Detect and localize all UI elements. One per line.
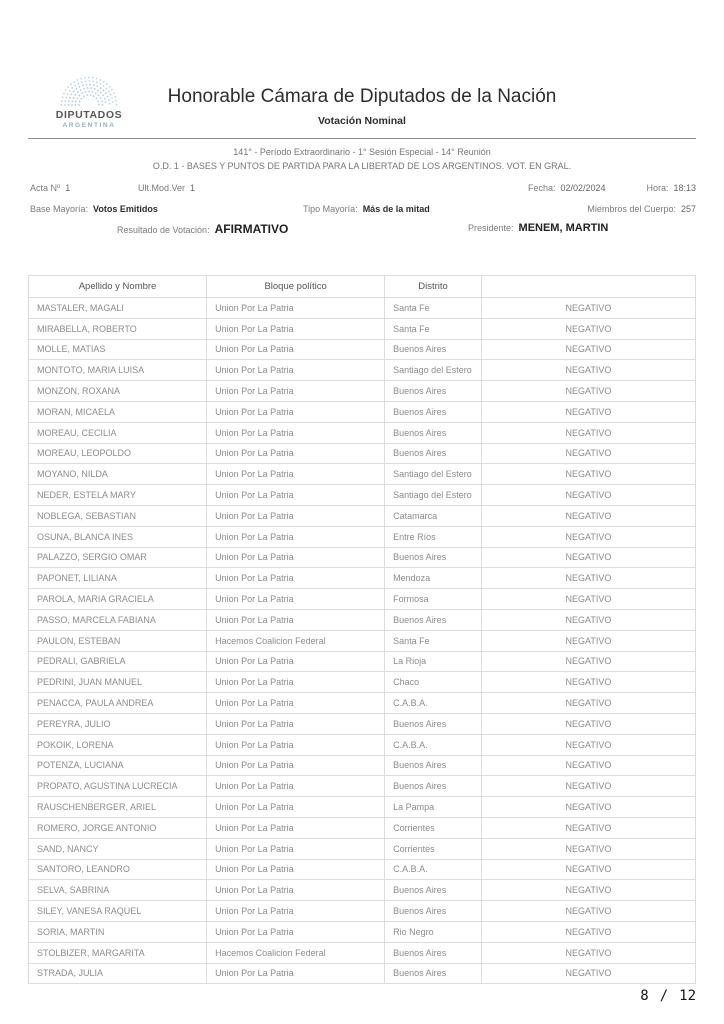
- session-info-line: 141° - Período Extraordinario - 1° Sesión Especial - 14° Reunión: [233, 147, 491, 157]
- district-cell: La Pampa: [385, 797, 482, 818]
- vote-cell: NEGATIVO: [481, 838, 695, 859]
- vote-cell: NEGATIVO: [481, 485, 695, 506]
- bloc-cell: Union Por La Patria: [207, 360, 385, 381]
- table-body: [29, 298, 696, 984]
- district-cell: Formosa: [385, 589, 482, 610]
- votes-table: [28, 275, 696, 984]
- fecha-label: Fecha:: [528, 183, 556, 193]
- table-row: [29, 859, 696, 880]
- resultado-field: [117, 222, 288, 236]
- vote-cell: NEGATIVO: [481, 630, 695, 651]
- district-cell: C.A.B.A.: [385, 693, 482, 714]
- deputy-name-cell: PALAZZO, SERGIO OMAR: [29, 547, 207, 568]
- deputy-name-cell: NOBLEGA, SEBASTIAN: [29, 505, 207, 526]
- deputy-name-cell: SILEY, VANESA RAQUEL: [29, 901, 207, 922]
- district-cell: Buenos Aires: [385, 609, 482, 630]
- deputy-name-cell: MONZON, ROXANA: [29, 381, 207, 402]
- table-row: [29, 838, 696, 859]
- ultmod-value: 1: [190, 183, 196, 193]
- district-cell: Buenos Aires: [385, 547, 482, 568]
- acta-field: [30, 183, 70, 193]
- page-title: Honorable Cámara de Diputados de la Nación: [167, 86, 557, 107]
- deputy-name-cell: MOREAU, CECILIA: [29, 422, 207, 443]
- district-cell: Buenos Aires: [385, 713, 482, 734]
- page-separator: /: [659, 988, 669, 1004]
- resultado-label: Resultado de Votación:: [117, 225, 210, 235]
- vote-cell: NEGATIVO: [481, 755, 695, 776]
- page-total: 12: [679, 988, 696, 1004]
- vote-cell: NEGATIVO: [481, 401, 695, 422]
- deputy-name-cell: POKOIK, LORENA: [29, 734, 207, 755]
- bloc-cell: Union Por La Patria: [207, 485, 385, 506]
- deputy-name-cell: SELVA, SABRINA: [29, 880, 207, 901]
- meta-row-2: [0, 204, 724, 218]
- votes-table-container: [28, 275, 696, 984]
- bloc-cell: Union Por La Patria: [207, 901, 385, 922]
- table-row: [29, 381, 696, 402]
- table-row: [29, 547, 696, 568]
- deputy-name-cell: PEREYRA, JULIO: [29, 713, 207, 734]
- deputy-name-cell: MOREAU, LEOPOLDO: [29, 443, 207, 464]
- bloc-cell: Union Por La Patria: [207, 672, 385, 693]
- district-cell: Catamarca: [385, 505, 482, 526]
- deputy-name-cell: STOLBIZER, MARGARITA: [29, 942, 207, 963]
- table-row: [29, 401, 696, 422]
- table-row: [29, 568, 696, 589]
- page-subtitle: Votación Nominal: [318, 115, 406, 127]
- resultado-value: AFIRMATIVO: [214, 222, 289, 236]
- fecha-value: 02/02/2024: [560, 183, 606, 193]
- vote-cell: NEGATIVO: [481, 505, 695, 526]
- deputy-name-cell: PEDRINI, JUAN MANUEL: [29, 672, 207, 693]
- bloc-cell: Union Por La Patria: [207, 589, 385, 610]
- table-row: [29, 589, 696, 610]
- bloc-cell: Union Por La Patria: [207, 755, 385, 776]
- vote-cell: NEGATIVO: [481, 901, 695, 922]
- table-row: [29, 485, 696, 506]
- bloc-cell: Union Por La Patria: [207, 568, 385, 589]
- deputy-name-cell: NEDER, ESTELA MARY: [29, 485, 207, 506]
- district-cell: Buenos Aires: [385, 401, 482, 422]
- table-row: [29, 693, 696, 714]
- vote-cell: NEGATIVO: [481, 422, 695, 443]
- table-row: [29, 880, 696, 901]
- bloc-cell: Union Por La Patria: [207, 381, 385, 402]
- table-row: [29, 630, 696, 651]
- presidente-value: MENEM, MARTIN: [518, 222, 609, 234]
- district-cell: Corrientes: [385, 838, 482, 859]
- vote-cell: NEGATIVO: [481, 797, 695, 818]
- district-cell: Buenos Aires: [385, 942, 482, 963]
- deputy-name-cell: ROMERO, JORGE ANTONIO: [29, 817, 207, 838]
- table-row: [29, 360, 696, 381]
- table-row: [29, 526, 696, 547]
- table-row: [29, 713, 696, 734]
- bloc-cell: Union Por La Patria: [207, 609, 385, 630]
- deputy-name-cell: STRADA, JULIA: [29, 963, 207, 984]
- vote-cell: NEGATIVO: [481, 693, 695, 714]
- vote-cell: NEGATIVO: [481, 464, 695, 485]
- table-row: [29, 422, 696, 443]
- bloc-cell: Hacemos Coalicion Federal: [207, 942, 385, 963]
- presidente-label: Presidente:: [468, 223, 514, 233]
- deputy-name-cell: MONTOTO, MARIA LUISA: [29, 360, 207, 381]
- deputy-name-cell: PASSO, MARCELA FABIANA: [29, 609, 207, 630]
- district-cell: Buenos Aires: [385, 381, 482, 402]
- bloc-cell: Union Por La Patria: [207, 443, 385, 464]
- table-row: [29, 505, 696, 526]
- table-row: [29, 339, 696, 360]
- vote-cell: NEGATIVO: [481, 443, 695, 464]
- deputy-name-cell: PROPATO, AGUSTINA LUCRECIA: [29, 776, 207, 797]
- bloc-cell: Union Por La Patria: [207, 797, 385, 818]
- table-row: [29, 755, 696, 776]
- vote-cell: NEGATIVO: [481, 672, 695, 693]
- vote-cell: NEGATIVO: [481, 318, 695, 339]
- logo-text-argentina: ARGENTINA: [62, 122, 116, 129]
- vote-cell: NEGATIVO: [481, 589, 695, 610]
- table-row: [29, 776, 696, 797]
- bloc-cell: Union Por La Patria: [207, 298, 385, 319]
- vote-cell: NEGATIVO: [481, 298, 695, 319]
- table-row: [29, 797, 696, 818]
- deputy-name-cell: PAPONET, LILIANA: [29, 568, 207, 589]
- bloc-cell: Union Por La Patria: [207, 693, 385, 714]
- vote-cell: NEGATIVO: [481, 713, 695, 734]
- hora-field: [646, 183, 696, 193]
- district-cell: Buenos Aires: [385, 880, 482, 901]
- header-divider: [28, 138, 696, 139]
- vote-cell: NEGATIVO: [481, 381, 695, 402]
- bloc-cell: Union Por La Patria: [207, 401, 385, 422]
- deputy-name-cell: PAULON, ESTEBAN: [29, 630, 207, 651]
- district-cell: Entre Ríos: [385, 526, 482, 547]
- vote-cell: NEGATIVO: [481, 651, 695, 672]
- base-mayoria-field: [30, 204, 158, 214]
- bloc-cell: Union Por La Patria: [207, 880, 385, 901]
- bloc-cell: Union Por La Patria: [207, 817, 385, 838]
- table-row: [29, 734, 696, 755]
- table-row: [29, 609, 696, 630]
- deputy-name-cell: PEDRALI, GABRIELA: [29, 651, 207, 672]
- bloc-cell: Union Por La Patria: [207, 339, 385, 360]
- bloc-cell: Union Por La Patria: [207, 526, 385, 547]
- tipo-mayoria-field: [303, 204, 430, 214]
- table-row: [29, 817, 696, 838]
- bloc-cell: Union Por La Patria: [207, 422, 385, 443]
- vote-cell: NEGATIVO: [481, 921, 695, 942]
- bloc-cell: Union Por La Patria: [207, 464, 385, 485]
- table-row: [29, 464, 696, 485]
- district-cell: Buenos Aires: [385, 755, 482, 776]
- deputy-name-cell: MOYANO, NILDA: [29, 464, 207, 485]
- col-header-name: Apellido y Nombre: [29, 276, 207, 298]
- order-of-day-line: O.D. 1 - BASES Y PUNTOS DE PARTIDA PARA LA LIBERTAD DE LOS ARGENTINOS. VOT. EN GRAL.: [152, 161, 572, 171]
- deputy-name-cell: OSUNA, BLANCA INES: [29, 526, 207, 547]
- deputy-name-cell: MIRABELLA, ROBERTO: [29, 318, 207, 339]
- bloc-cell: Union Por La Patria: [207, 859, 385, 880]
- deputy-name-cell: RAUSCHENBERGER, ARIEL: [29, 797, 207, 818]
- deputy-name-cell: PENACCA, PAULA ANDREA: [29, 693, 207, 714]
- miembros-label: Miembros del Cuerpo:: [587, 204, 676, 214]
- table-row: [29, 443, 696, 464]
- district-cell: Buenos Aires: [385, 776, 482, 797]
- tipo-mayoria-value: Más de la mitad: [362, 204, 430, 214]
- header-row: [29, 276, 696, 298]
- bloc-cell: Union Por La Patria: [207, 651, 385, 672]
- vote-cell: NEGATIVO: [481, 859, 695, 880]
- vote-cell: NEGATIVO: [481, 734, 695, 755]
- deputy-name-cell: SANTORO, LEANDRO: [29, 859, 207, 880]
- district-cell: La Rioja: [385, 651, 482, 672]
- table-row: [29, 672, 696, 693]
- district-cell: C.A.B.A.: [385, 734, 482, 755]
- bloc-cell: Union Por La Patria: [207, 318, 385, 339]
- district-cell: Corrientes: [385, 817, 482, 838]
- bloc-cell: Union Por La Patria: [207, 921, 385, 942]
- district-cell: Santa Fe: [385, 318, 482, 339]
- fecha-field: [528, 183, 606, 193]
- tipo-mayoria-label: Tipo Mayoría:: [303, 204, 358, 214]
- deputy-name-cell: SORIA, MARTIN: [29, 921, 207, 942]
- district-cell: Buenos Aires: [385, 443, 482, 464]
- table-row: [29, 298, 696, 319]
- hora-label: Hora:: [646, 183, 669, 193]
- district-cell: Buenos Aires: [385, 963, 482, 984]
- vote-cell: NEGATIVO: [481, 609, 695, 630]
- deputy-name-cell: MORAN, MICAELA: [29, 401, 207, 422]
- deputy-name-cell: SAND, NANCY: [29, 838, 207, 859]
- bloc-cell: Union Por La Patria: [207, 734, 385, 755]
- deputy-name-cell: POTENZA, LUCIANA: [29, 755, 207, 776]
- district-cell: C.A.B.A.: [385, 859, 482, 880]
- base-mayoria-label: Base Mayoría:: [30, 204, 89, 214]
- district-cell: Santa Fe: [385, 298, 482, 319]
- bloc-cell: Union Por La Patria: [207, 713, 385, 734]
- bloc-cell: Union Por La Patria: [207, 963, 385, 984]
- miembros-field: [587, 204, 696, 214]
- vote-cell: NEGATIVO: [481, 880, 695, 901]
- vote-cell: NEGATIVO: [481, 339, 695, 360]
- page-current: 8: [640, 988, 649, 1004]
- vote-cell: NEGATIVO: [481, 526, 695, 547]
- district-cell: Mendoza: [385, 568, 482, 589]
- district-cell: Santiago del Estero: [385, 464, 482, 485]
- district-cell: Buenos Aires: [385, 339, 482, 360]
- ultmod-field: [138, 183, 195, 193]
- district-cell: Santiago del Estero: [385, 360, 482, 381]
- page-number: [640, 988, 696, 1004]
- miembros-value: 257: [680, 204, 696, 214]
- bloc-cell: Union Por La Patria: [207, 505, 385, 526]
- vote-cell: NEGATIVO: [481, 568, 695, 589]
- ultmod-label: Ult.Mod.Ver: [138, 183, 186, 193]
- district-cell: Santiago del Estero: [385, 485, 482, 506]
- col-header-vote: [481, 276, 695, 298]
- acta-value: 1: [65, 183, 71, 193]
- table-row: [29, 942, 696, 963]
- vote-cell: NEGATIVO: [481, 360, 695, 381]
- presidente-field: [468, 222, 608, 234]
- col-header-district: Distrito: [385, 276, 482, 298]
- logo-text-diputados: DIPUTADOS: [55, 109, 123, 121]
- district-cell: Rio Negro: [385, 921, 482, 942]
- bloc-cell: Union Por La Patria: [207, 547, 385, 568]
- meta-row-1: [0, 183, 724, 197]
- table-row: [29, 921, 696, 942]
- hora-value: 18:13: [673, 183, 696, 193]
- district-cell: Buenos Aires: [385, 422, 482, 443]
- col-header-bloc: Bloque político: [207, 276, 385, 298]
- vote-cell: NEGATIVO: [481, 942, 695, 963]
- vote-cell: NEGATIVO: [481, 817, 695, 838]
- votes-table-header: [29, 276, 696, 298]
- district-cell: Buenos Aires: [385, 901, 482, 922]
- acta-label: Acta Nº: [30, 183, 61, 193]
- bloc-cell: Hacemos Coalicion Federal: [207, 630, 385, 651]
- table-row: [29, 651, 696, 672]
- vote-cell: NEGATIVO: [481, 963, 695, 984]
- vote-cell: NEGATIVO: [481, 776, 695, 797]
- table-row: [29, 901, 696, 922]
- base-mayoria-value: Votos Emitidos: [93, 204, 158, 214]
- table-row: [29, 963, 696, 984]
- bloc-cell: Union Por La Patria: [207, 838, 385, 859]
- district-cell: Chaco: [385, 672, 482, 693]
- deputy-name-cell: MOLLE, MATIAS: [29, 339, 207, 360]
- table-row: [29, 318, 696, 339]
- meta-row-3: [0, 222, 724, 240]
- district-cell: Santa Fe: [385, 630, 482, 651]
- deputy-name-cell: MASTALER, MAGALI: [29, 298, 207, 319]
- vote-cell: NEGATIVO: [481, 547, 695, 568]
- deputy-name-cell: PAROLA, MARIA GRACIELA: [29, 589, 207, 610]
- bloc-cell: Union Por La Patria: [207, 776, 385, 797]
